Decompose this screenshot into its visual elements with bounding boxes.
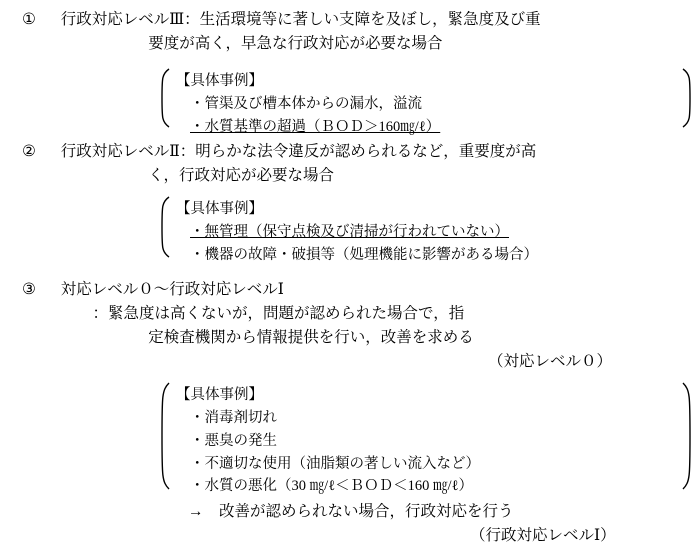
item-3-example-box <box>156 382 696 495</box>
item-3-example-line-2: ・悪臭の発生 <box>190 432 277 449</box>
item-2-example-line-1: ・無管理（保守点検及び清掃が行われていない） <box>190 223 509 240</box>
item-3-example-line-1: ・消毒剤切れ <box>190 409 277 426</box>
item-3-heading-line-2: ：緊急度は高くないが，問題が認められた場合で，指 <box>92 305 465 323</box>
item-1-marker: ① <box>22 11 36 28</box>
item-1-heading-line-2: 要度が高く，早急な行政対応が必要な場合 <box>148 35 443 53</box>
item-1-heading <box>0 8 700 56</box>
item-2-heading <box>0 140 700 188</box>
item-1-example-line-2: ・水質基準の超過（ＢＯＤ＞160㎎/ℓ） <box>190 118 441 135</box>
list-item-2 <box>0 140 700 188</box>
item-2-example-title: 【具体事例】 <box>176 201 263 217</box>
item-1-heading-line-1: 行政対応レベルⅢ：生活環境等に著しい支障を及ぼし，緊急度及び重 <box>60 11 541 28</box>
item-1-heading-text <box>46 8 700 56</box>
right-bracket-icon <box>682 382 696 490</box>
list-item-3 <box>0 278 700 374</box>
item-2-marker: ② <box>22 143 36 160</box>
item-3-heading-line-3: 定検査機関から情報提供を行い，改善を求める <box>148 329 474 347</box>
left-bracket-icon <box>156 196 170 258</box>
item-3-example-line-4: ・水質の悪化（30 ㎎/ℓ＜ＢＯＤ＜160 ㎎/ℓ） <box>190 478 473 495</box>
item-3-heading-text <box>46 278 700 350</box>
item-1-example-line-1: ・管渠及び槽本体からの漏水，溢流 <box>190 95 422 112</box>
item-3-tail-arrow: → 改善が認められない場合，行政対応を行う <box>188 503 514 520</box>
item-3-marker: ③ <box>22 281 36 298</box>
left-bracket-icon <box>156 68 170 128</box>
item-3-example-line-3: ・不適切な使用（油脂類の著しい流入など） <box>190 455 480 472</box>
item-1-example-title: 【具体事例】 <box>176 73 263 89</box>
item-3-tail <box>0 500 700 548</box>
item-3-heading-line-1: 対応レベル０～行政対応レベルⅠ <box>60 281 284 298</box>
item-1-example-box <box>156 68 696 135</box>
item-2-example-line-2: ・機器の故障・破損等（処理機能に影響がある場合） <box>190 246 538 263</box>
item-3-tail-note: （行政対応レベルⅠ） <box>470 527 616 545</box>
item-2-heading-text <box>46 140 700 188</box>
list-item-1 <box>0 8 700 56</box>
right-bracket-icon <box>682 68 696 128</box>
item-3-heading-line-4: （対応レベル０） <box>487 353 612 371</box>
item-2-example-box <box>156 196 700 263</box>
item-2-heading-line-2: く，行政対応が必要な場合 <box>148 167 334 185</box>
left-bracket-icon <box>156 382 170 490</box>
item-2-heading-line-1: 行政対応レベルⅡ：明らかな法令違反が認められるなど，重要度が高 <box>60 143 537 160</box>
item-3-heading <box>0 278 700 350</box>
item-3-example-title: 【具体事例】 <box>176 387 263 403</box>
